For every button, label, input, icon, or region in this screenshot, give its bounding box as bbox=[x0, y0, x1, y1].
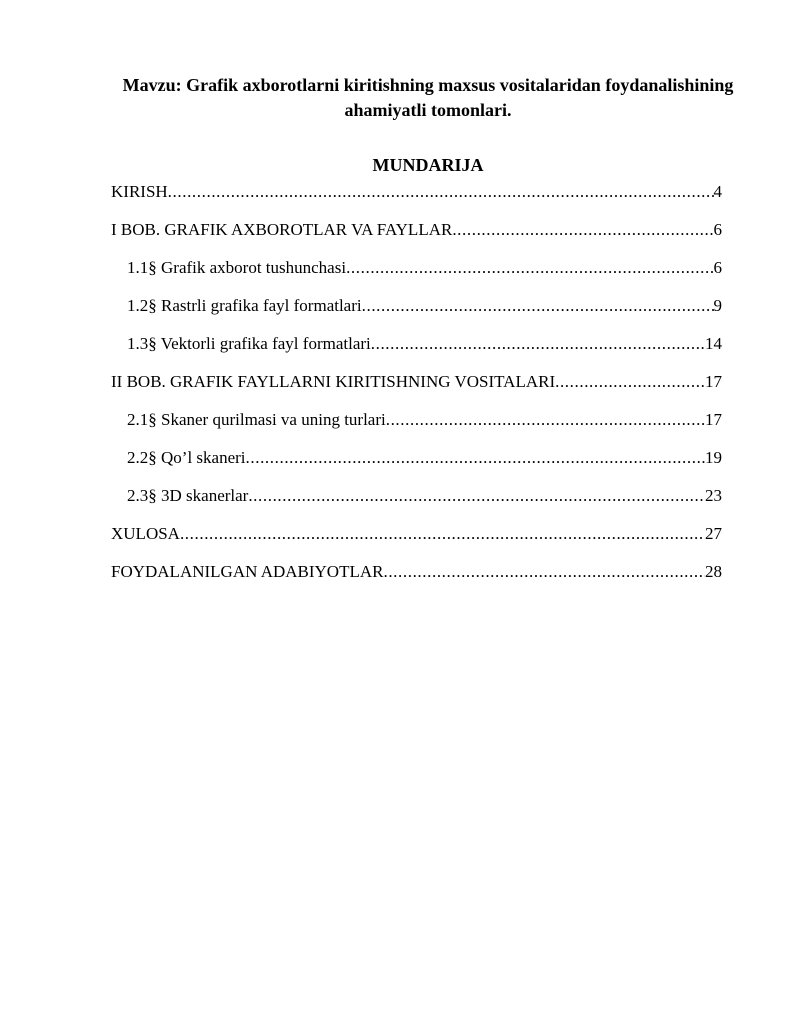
toc-dot-leader bbox=[371, 330, 705, 358]
toc-entry-page-number: 23 bbox=[705, 486, 722, 505]
toc-entry-title: 1.2§ Rastrli grafika fayl formatlari bbox=[127, 296, 362, 315]
toc-dot-leader bbox=[555, 368, 705, 396]
toc-entry-title: FOYDALANILGAN ADABIYOTLAR bbox=[111, 562, 384, 581]
toc-entry-title: 1.1§ Grafik axborot tushunchasi bbox=[127, 258, 347, 277]
toc-entry-title: KIRISH bbox=[111, 182, 168, 201]
toc-entry-page-number: 27 bbox=[705, 524, 722, 543]
toc-entry-page-number: 17 bbox=[705, 410, 722, 429]
toc-entry[interactable] bbox=[111, 558, 722, 596]
toc-dot-leader bbox=[246, 444, 705, 472]
toc-entry[interactable] bbox=[111, 330, 722, 368]
toc-entry-page-number: 28 bbox=[705, 562, 722, 581]
toc-dot-leader bbox=[362, 292, 714, 320]
toc-entry[interactable] bbox=[111, 178, 722, 216]
toc-heading: MUNDARIJA bbox=[372, 155, 484, 175]
toc-dot-leader bbox=[452, 216, 713, 244]
toc-entry-page-number: 17 bbox=[705, 372, 722, 391]
toc-entry-page-number: 4 bbox=[713, 182, 722, 201]
toc-entry[interactable] bbox=[111, 292, 722, 330]
toc-dot-leader bbox=[383, 558, 705, 586]
toc-dot-leader bbox=[168, 178, 714, 206]
toc-entry[interactable] bbox=[111, 444, 722, 482]
toc-entry-page-number: 14 bbox=[705, 334, 722, 353]
toc-dot-leader bbox=[248, 482, 705, 510]
toc-entry[interactable] bbox=[111, 482, 722, 520]
document-topic: Mavzu: Grafik axborotlarni kiritishning maxsus vositalaridan foydanalishining ahamiyatli tomonlari. bbox=[122, 75, 734, 120]
toc-entry-page-number: 6 bbox=[713, 258, 722, 277]
toc-entry[interactable] bbox=[111, 368, 722, 406]
toc-entry[interactable] bbox=[111, 254, 722, 292]
toc-dot-leader bbox=[346, 254, 713, 282]
toc-entry-title: II BOB. GRAFIK FAYLLARNI KIRITISHNING VOSITALARI bbox=[111, 372, 556, 391]
toc-entry-page-number: 6 bbox=[713, 220, 722, 239]
toc-entry-page-number: 19 bbox=[705, 448, 722, 467]
toc-entry-page-number: 9 bbox=[713, 296, 722, 315]
toc-entry-title: 2.2§ Qo’l skaneri bbox=[127, 448, 246, 467]
toc-dot-leader bbox=[180, 520, 705, 548]
toc-dot-leader bbox=[386, 406, 705, 434]
toc-entry-title: I BOB. GRAFIK AXBOROTLAR VA FAYLLAR bbox=[111, 220, 453, 239]
toc-entry[interactable] bbox=[111, 520, 722, 558]
toc-entry-title: 2.3§ 3D skanerlar bbox=[127, 486, 249, 505]
toc-entry-title: XULOSA bbox=[111, 524, 180, 543]
toc-entry[interactable] bbox=[111, 216, 722, 254]
table-of-contents bbox=[111, 178, 722, 596]
toc-entry-title: 2.1§ Skaner qurilmasi va uning turlari bbox=[127, 410, 386, 429]
toc-entry[interactable] bbox=[111, 406, 722, 444]
toc-entry-title: 1.3§ Vektorli grafika fayl formatlari bbox=[127, 334, 371, 353]
